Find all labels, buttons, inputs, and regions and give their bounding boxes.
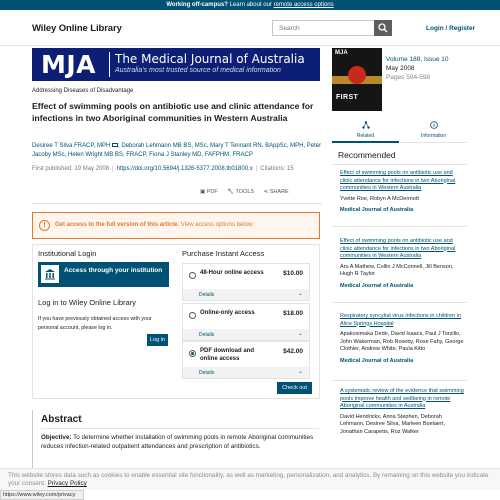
cookie-banner: [0, 468, 500, 490]
recommended-journal[interactable]: Medical Journal of Australia: [340, 357, 414, 364]
recommended-authors: Yvette Roe, Robyn A McDermott: [340, 195, 419, 202]
share-label: SHARE: [269, 189, 289, 195]
tools-label: TOOLS: [235, 189, 255, 195]
cover-caption: FIRST: [336, 94, 359, 101]
published-date: First published: 19 May 2008: [32, 166, 110, 172]
tab-related[interactable]: [332, 117, 399, 143]
recommended-item: [340, 388, 465, 436]
journal-tagline: Australia's most trusted source of medical information: [115, 67, 281, 74]
journal-title: The Medical Journal of Australia: [115, 52, 305, 66]
wol-login-text: If you have previously obtained access with your personal account, please log in.: [38, 316, 152, 331]
search-box[interactable]: [272, 20, 392, 36]
share-icon: ⋖: [263, 189, 270, 195]
wrench-icon: 🔧: [227, 189, 236, 195]
view-access-options-link[interactable]: View access options below.: [179, 222, 254, 228]
citation-count[interactable]: Citations: 15: [260, 166, 294, 172]
option-details-toggle[interactable]: [183, 329, 309, 340]
access-notice-text: [55, 222, 254, 228]
pdf-label: PDF: [206, 189, 218, 195]
abstract-heading: Abstract: [41, 414, 82, 425]
recommended-authors: Apakosimaka Dede, David Isaacs, Paul J Torzillo, John Wakerman, Rob Roseby, Rose Fahy, George Clothier, Andrew White, Paula Kitto: [340, 331, 464, 352]
cookie-text: [8, 472, 493, 488]
divider: [332, 380, 467, 381]
cookie-message: This website stores data such as cookies to enable essential site functionality, as well as marketing, personalization, and analytics. By remaining on this website you indicate your consent.: [8, 472, 489, 487]
pdf-button[interactable]: [200, 189, 218, 195]
article-category: Addressing Diseases of Disadvantage: [32, 88, 134, 94]
option-price: $18.00: [283, 310, 303, 317]
divider: [332, 164, 467, 165]
email-icon[interactable]: [112, 143, 118, 147]
option-details-toggle[interactable]: [183, 289, 309, 300]
privacy-policy-link[interactable]: Privacy Policy: [47, 480, 87, 487]
recommended-item: [340, 313, 465, 365]
recommended-title-link[interactable]: A systematic review of the evidence that swimming pools improve health and wellbeing in remote Aboriginal communities in Australia: [340, 388, 464, 409]
recommended-item: [340, 170, 465, 215]
option-radio-selected[interactable]: [189, 350, 196, 357]
info-icon: [430, 121, 438, 129]
log-in-button[interactable]: Log in: [147, 334, 168, 346]
author-list: [32, 142, 322, 160]
cover-sun: [348, 66, 366, 84]
institution-icon: [44, 268, 56, 280]
issue-cover-image[interactable]: [332, 48, 382, 111]
journal-mark: MJA: [41, 50, 97, 79]
details-label: Details: [199, 292, 215, 298]
option-details-toggle[interactable]: [183, 367, 309, 378]
remote-access-bold: Working off-campus?: [166, 2, 228, 8]
author-link[interactable]: Peter Jacoby MSc, Helen Wright MB BS, FRACP, Fiona J Stanley MD, FAFPHM, FRACP: [32, 143, 322, 158]
chevron-down-icon: ⌄: [297, 331, 303, 337]
cover-title: MJA: [335, 50, 348, 56]
search-input[interactable]: Search: [279, 25, 300, 32]
tools-button[interactable]: [227, 189, 254, 195]
banner-divider: [109, 52, 110, 77]
purchase-heading: Purchase Instant Access: [182, 249, 265, 258]
divider: [332, 302, 467, 303]
site-logo[interactable]: Wiley Online Library: [32, 23, 122, 34]
abstract-body: To determine whether installation of swimming pools in remote Aboriginal communities reduces infection-related outpatient attendances and prescription of antibiotics.: [41, 434, 314, 450]
purchase-option-pdf[interactable]: [182, 341, 310, 379]
recommended-heading: Recommended: [338, 150, 396, 160]
abstract-text: [41, 434, 319, 451]
tab-label: Information: [420, 133, 446, 139]
recommended-title-link[interactable]: Respiratory syncytial virus infections in children in Alice Springs Hospital: [340, 313, 462, 327]
option-name: Online-only access: [200, 310, 255, 316]
journal-banner[interactable]: [32, 48, 320, 81]
option-price: $42.00: [283, 348, 303, 355]
pdf-icon: ▣: [200, 189, 207, 195]
remote-access-text: Learn about our: [227, 2, 274, 8]
purchase-option-48h[interactable]: [182, 263, 310, 301]
volume-issue-link[interactable]: Volume 188, Issue 10: [386, 56, 449, 63]
issue-pages: Pages 594-598: [386, 74, 431, 81]
institution-icon-box: [41, 265, 59, 283]
chevron-down-icon: ⌄: [297, 369, 303, 375]
details-label: Details: [199, 370, 215, 376]
recommended-title-link[interactable]: Effect of swimming pools on antibiotic use and clinic attendance for infections in two Aboriginal communities in Western Australia: [340, 238, 456, 259]
access-notice: [32, 212, 320, 239]
login-register-link[interactable]: Login / Register: [426, 25, 476, 32]
institutional-login-heading: Institutional Login: [38, 249, 97, 258]
recommended-journal[interactable]: Medical Journal of Australia: [340, 282, 414, 289]
option-name: 48-Hour online access: [200, 270, 264, 276]
option-radio[interactable]: [189, 272, 196, 279]
publication-info: First published: 19 May 2008 | https://doi.org/10.5694/j.1326-5377.2008.tb01800.x | Citations: 15: [32, 166, 294, 172]
divider: [32, 203, 322, 204]
divider: [41, 428, 319, 429]
share-button[interactable]: [264, 189, 289, 195]
status-url: https://www.wiley.com/privacy: [0, 490, 84, 500]
chevron-down-icon: ⌄: [297, 291, 303, 297]
tab-information[interactable]: [400, 117, 467, 143]
remote-access-bar: [0, 0, 500, 10]
recommended-authors: David Hendrickx, Anna Stephen, Deborah Lehmann, Desiree Silva, Marleen Boelaert, Jonathan Carapetis, Roz Walker: [340, 413, 445, 435]
recommended-item: [340, 238, 465, 290]
article-tools: [200, 189, 289, 195]
recommended-authors: Aru A Mathew, Collin J McConnell, Jill Benson, Hugh R Taylor: [340, 263, 454, 277]
search-icon: [378, 23, 388, 33]
site-header: [0, 10, 500, 46]
institution-access-button[interactable]: [38, 262, 169, 287]
divider: [332, 226, 467, 227]
option-name: PDF download and online access: [200, 348, 254, 362]
search-button[interactable]: [374, 20, 392, 36]
option-price: $10.00: [283, 270, 303, 277]
access-notice-bold: Get access to the full version of this article.: [55, 222, 180, 228]
details-label: Details: [199, 332, 215, 338]
option-radio[interactable]: [189, 312, 196, 319]
recommended-journal[interactable]: Medical Journal of Australia: [340, 207, 414, 213]
wol-login-heading: Log in to Wiley Online Library: [38, 298, 136, 307]
author-link[interactable]: , Deborah Lehmann MB BS, MSc, Mary T Tennant RN, BAppSc, MPH,: [118, 143, 306, 149]
institution-access-label: Access through your institution: [64, 267, 163, 274]
author-link[interactable]: Desiree T Silva FRACP, MPH: [32, 143, 111, 149]
issue-date: May 2008: [386, 65, 415, 72]
remote-access-link[interactable]: remote access options: [273, 2, 334, 8]
sidebar-tabs: [332, 117, 467, 143]
checkout-button[interactable]: Check out: [277, 382, 312, 394]
tab-label: Related: [356, 133, 375, 139]
article-title: Effect of swimming pools on antibiotic use and clinic attendance for infections in two Aboriginal communities in Western Australia: [32, 101, 314, 123]
abstract-label: Objective:: [41, 434, 72, 441]
network-icon: [362, 121, 370, 129]
purchase-option-online[interactable]: [182, 303, 310, 341]
recommended-title-link[interactable]: Effect of swimming pools on antibiotic use and clinic attendance for infections in two Aboriginal communities in Western Australia: [340, 170, 456, 191]
doi-link[interactable]: https://doi.org/10.5694/j.1326-5377.2008.tb01800.x: [116, 166, 253, 172]
info-icon: !: [39, 220, 50, 231]
